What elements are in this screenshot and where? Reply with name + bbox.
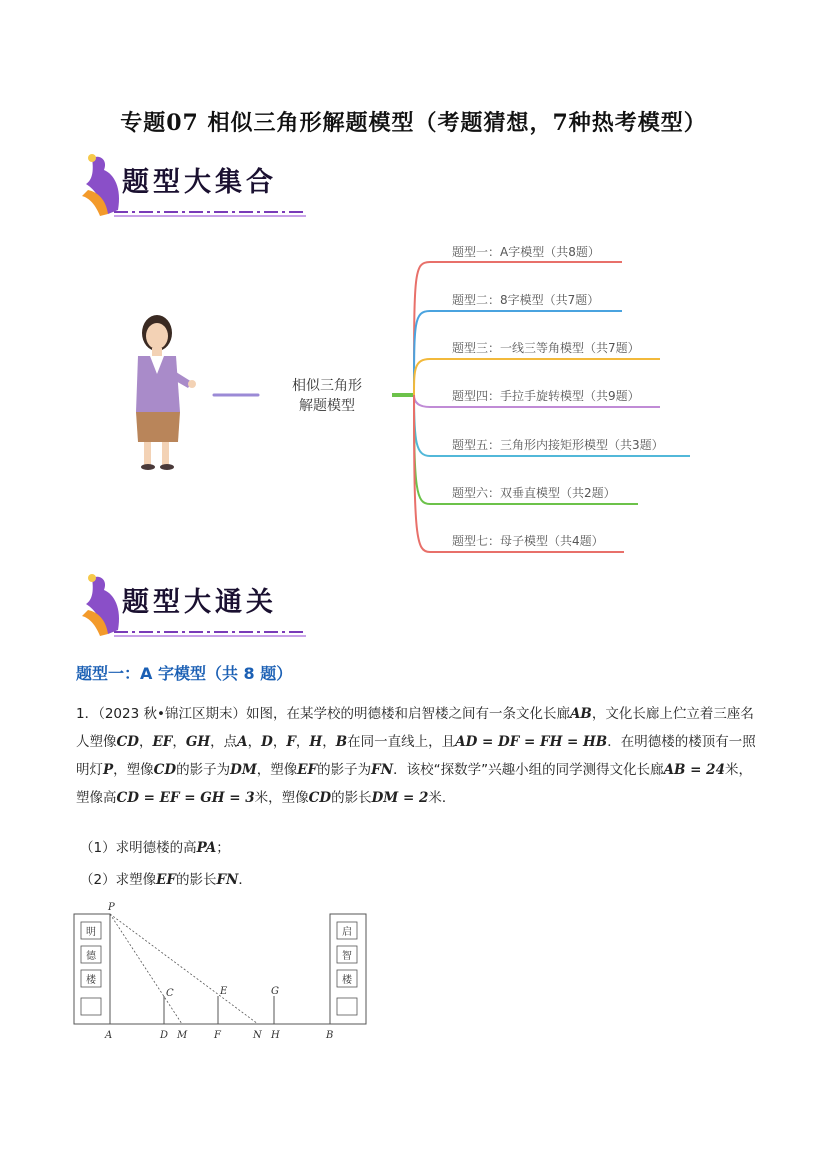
svg-text:德: 德	[86, 951, 96, 962]
mindmap-item: 题型二：8字模型（共7题）	[452, 293, 600, 307]
svg-text:E: E	[220, 986, 228, 997]
mindmap-center	[272, 376, 382, 416]
mindmap-item: 题型四：手拉手旋转模型（共9题）	[452, 389, 640, 403]
mindmap	[130, 232, 730, 562]
section-banner-collection	[78, 150, 308, 220]
svg-text:G: G	[271, 986, 279, 997]
svg-text:N: N	[253, 1030, 262, 1041]
svg-text:B: B	[326, 1030, 334, 1041]
section-heading: 题型一：A 字模型（共 8 题）	[76, 664, 293, 683]
svg-text:智: 智	[342, 951, 352, 962]
question-2: （2）求塑像EF的影长FN．	[80, 872, 252, 888]
svg-text:A: A	[105, 1030, 113, 1041]
svg-text:D: D	[160, 1030, 169, 1041]
mindmap-item: 题型一：A字模型（共8题）	[452, 245, 600, 259]
center-line-1: 相似三角形	[292, 378, 362, 394]
mindmap-item: 题型三：一线三等角模型（共7题）	[452, 341, 640, 355]
svg-text:C: C	[166, 988, 174, 999]
teacher-illustration	[136, 315, 196, 470]
center-line-2: 解题模型	[299, 398, 355, 414]
question-1: （1）求明德楼的高PA；	[80, 840, 230, 856]
svg-text:F: F	[214, 1030, 221, 1041]
mindmap-item: 题型七：母子模型（共4题）	[452, 534, 604, 548]
svg-text:楼: 楼	[86, 975, 96, 986]
banner-label: 题型大集合	[122, 167, 277, 198]
svg-text:P: P	[108, 902, 115, 913]
svg-text:M: M	[177, 1030, 188, 1041]
mindmap-item: 题型六：双垂直模型（共2题）	[452, 486, 616, 500]
section-banner-practice	[78, 570, 308, 640]
svg-text:H: H	[271, 1030, 280, 1041]
geometry-figure	[70, 900, 370, 1045]
svg-text:楼: 楼	[342, 975, 352, 986]
problem-text: 1．（2023 秋•锦江区期末）如图，在某学校的明德楼和启智楼之间有一条文化长廊AB，文化长廊上伫立着三座名人塑像CD，EF，GH，点A，D，F，H，B在同一直线上，且AD = DF = FH = HB．在明德楼的楼顶有一照明灯P，塑像CD的影子为DM，塑像EF的影子为FN．该校“探数学”兴趣小组的同学测得文化长廊AB = 24米，塑像高CD = EF = GH = 3米，塑像CD的影长DM = 2米．	[76, 706, 756, 806]
mindmap-item: 题型五：三角形内接矩形模型（共3题）	[452, 438, 664, 452]
svg-text:明: 明	[86, 927, 96, 938]
mindmap-connectors	[130, 232, 730, 562]
svg-text:启: 启	[342, 927, 352, 938]
page-title: 专题07 相似三角形解题模型（考题猜想，7种热考模型）	[120, 110, 707, 136]
banner-label: 题型大通关	[122, 587, 277, 618]
